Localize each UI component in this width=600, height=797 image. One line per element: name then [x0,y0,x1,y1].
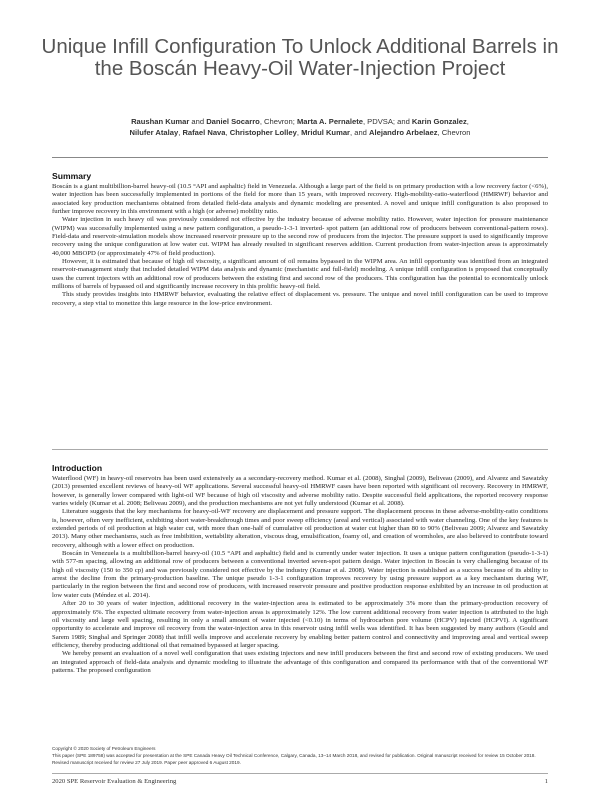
author-affiliation: , Chevron; [259,117,297,126]
author-affiliation: , [178,128,183,137]
summary-paragraph: Boscán is a giant multibillion-barrel heavy-oil (10.5 °API and asphaltic) field in Venezuela. Although a large part of the field is on primary production with a low recovery factor (<6%), water injection has been successfully implemented in portions of the field for more than 15 years, with improved recovery. High-mobility-ratio-waterflood (HMRWF) behavior and associated key production mechanisms obtained from detailed field-data analysis and dynamic modeling are presented. A novel and unique infill configuration is also proposed to further improve recovery in this environment with a high (or adverse) mobility ratio. [52,183,548,216]
author-name: Christopher Lolley [229,128,297,137]
author-name: Raushan Kumar [131,117,190,126]
page-number: 1 [544,778,548,785]
author-affiliation: and [189,117,207,126]
author-name: Mridul Kumar [301,128,351,137]
journal-name: 2020 SPE Reservoir Evaluation & Engineering [52,778,177,785]
paper-title: Unique Infill Configuration To Unlock Additional Barrels in the Boscán Heavy-Oil Water-Injection Project [41,35,559,80]
divider [52,773,548,774]
author-affiliation: , [466,117,469,126]
introduction-paragraph: Literature suggests that the key mechanisms for heavy-oil-WF recovery are displacement and pressure support. The displacement process in these adverse-mobility-ratio conditions is, however, often very inefficient, exhibiting short water-breakthrough times and poor sweep efficiency (areal and vertical) associated with water channeling. One of the key features is extended periods of oil production at high water cut, with more than one-half of cumulative oil production at water cut higher than 80 to 90% (Beliveau 2009; Alvarez and Sawatzky 2013). Many other mechanisms, such as free imbibition, wettability alteration, viscous drag, emulsification, foamy oil, and creation of wormholes, are also believed to contribute toward recovery, although with a lower effect on production. [52,508,548,549]
author-affiliation: , [296,128,302,137]
copyright-note: Copyright © 2020 Society of Petroleum Engineers [52,746,156,751]
author-affiliation: , PDVSA; and [362,117,412,126]
footnotes [52,746,548,767]
divider [52,449,548,450]
author-affiliation: , [225,128,230,137]
divider [52,157,548,158]
introduction-paragraph: We hereby present an evaluation of a novel well configuration that uses existing injectors and new infill producers between the first and second row of existing producers. We used an integrated approach of field-data analysis and dynamic modeling to illustrate the advantage of this configuration and compared its performance with that of the conventional WF patterns. The proposed configuration [52,650,548,674]
author-name: Karin Gonzalez [411,117,467,126]
author-name: Nilufer Atalay [129,128,179,137]
summary-paragraph: This study provides insights into HMRWF behavior, evaluating the relative effect of displacement vs. pressure. The unique and novel infill configuration can be used to improve recovery, a step vital to monetize this large resource in the low-price environment. [52,291,548,307]
publication-note: This paper (SPE 189758) was accepted for presentation at the SPE Canada Heavy Oil Technical Conference, Calgary, Canada, 13–14 March 2018, and revised for publication. Original manuscript received for review 15 October 2018. Revised manuscript received for review 27 July 2019. Paper peer approved 6 August 2019. [52,753,536,765]
page-footer [52,778,548,785]
introduction-paragraph: Waterflood (WF) in heavy-oil reservoirs has been used extensively as a secondary-recovery method. Kumar et al. (2008), Singhal (2009), Beliveau (2009), and Alvarez and Sawatzky (2013) presented excellent reviews of heavy-oil WF applications. Several successful heavy-oil HMRWF cases have been reported with significant oil recovery. Recovery in HMRWF, however, is generally lower compared with light-oil WF because of high oil viscosity and adverse mobility ratio. Despite successful field applications, the reported recovery response varies widely (Kumar et al. 2008; Beliveau 2009), and the production mechanisms are not yet fully understood (Kumar et al. 2008). [52,475,548,508]
summary-paragraph: However, it is estimated that because of high oil viscosity, a significant amount of oil remains bypassed in the WIPM area. An infill opportunity was identified from an integrated reservoir-management study that included detailed WIPM data analysis and dynamic (mechanistic and full-field) modeling. A unique infill configuration is proposed that conceptually uses the current injectors with an additional row of producers between the existing first and second row of the producers. This configuration has the potential to economically unlock millions of barrels of bypassed oil and significantly increase recovery in this prolific heavy-oil field. [52,258,548,291]
summary-paragraph: Water injection in such heavy oil was previously considered not effective by the industry because of adverse mobility ratio. However, water injection for pressure maintenance (WIPM) was successfully implemented using a new pattern configuration, a pseudo-1-3-1 inverted- spot pattern (an additional row of producers between conventional-pattern rows). Field-data and reservoir-simulation models show increased reservoir pressure up to the second row of producers from the injector. The pressure support is used to significantly improve recovery using the unique configuration at low water cut. WIPM has already resulted in significant reserves addition. Current production from water-injection areas is approximately 40,000 MBOPD (or approximately 47% of field production). [52,216,548,257]
introduction-section [52,463,548,675]
author-name: Daniel Socarro [206,117,260,126]
author-name: Alejandro Arbelaez [369,128,438,137]
summary-section [52,171,548,308]
author-affiliation: , Chevron [437,128,471,137]
author-affiliation: , and [350,128,370,137]
author-name: Marta A. Pernalete [296,117,363,126]
introduction-paragraph: Boscán in Venezuela is a multibillion-barrel heavy-oil (10.5 °API and asphaltic) field and is currently under water injection. It uses a unique pattern configuration (pseudo-1-3-1) with 577-m spacing, allowing an additional row of producers between a conventional inverted seven-spot pattern design. Water injection in Boscán is very challenging because of its high oil viscosity (150 to 350 cp) and was previously considered not effective by the industry (Kumar et al. 2008). Water injection is established as a success because of its ability to arrest the decline from the primary-production baseline. The unique pseudo 1-3-1 configuration improves recovery by using pressure support as a key mechanism during WF, particularly in the region between the first and second row of producers, with increased reservoir pressure and positive production response exhibited by an increase in oil production at low water cuts (Méndez et al. 2014). [52,550,548,599]
author-list [40,116,560,138]
introduction-heading: Introduction [52,463,103,473]
author-name: Rafael Nava [182,128,226,137]
introduction-paragraph: After 20 to 30 years of water injection, additional recovery in the water-injection area is estimated to be approximately 3% more than the primary-production recovery of approximately 6%. The expected ultimate recovery from water-injection areas is approximately 12%. The low current additional recovery from water injection is attributed to the high oil viscosity and large well spacing, resulting in only a small amount of water injected (<0.10) in terms of hydrocarbon pore volume (HCPV) injected (HCPVI). A significant opportunity to accelerate and improve oil recovery from the water-injection area in this reservoir using infill wells was identified. It has been suggested by many authors (Gould and Sarem 1989; Singhal and Springer 2008) that infill wells improve and accelerate recovery by enabling better pattern control and connectivity and improving areal and vertical sweep efficiency, thereby producing additional oil that remained bypassed at larger spacing. [52,600,548,649]
summary-heading: Summary [52,171,92,181]
